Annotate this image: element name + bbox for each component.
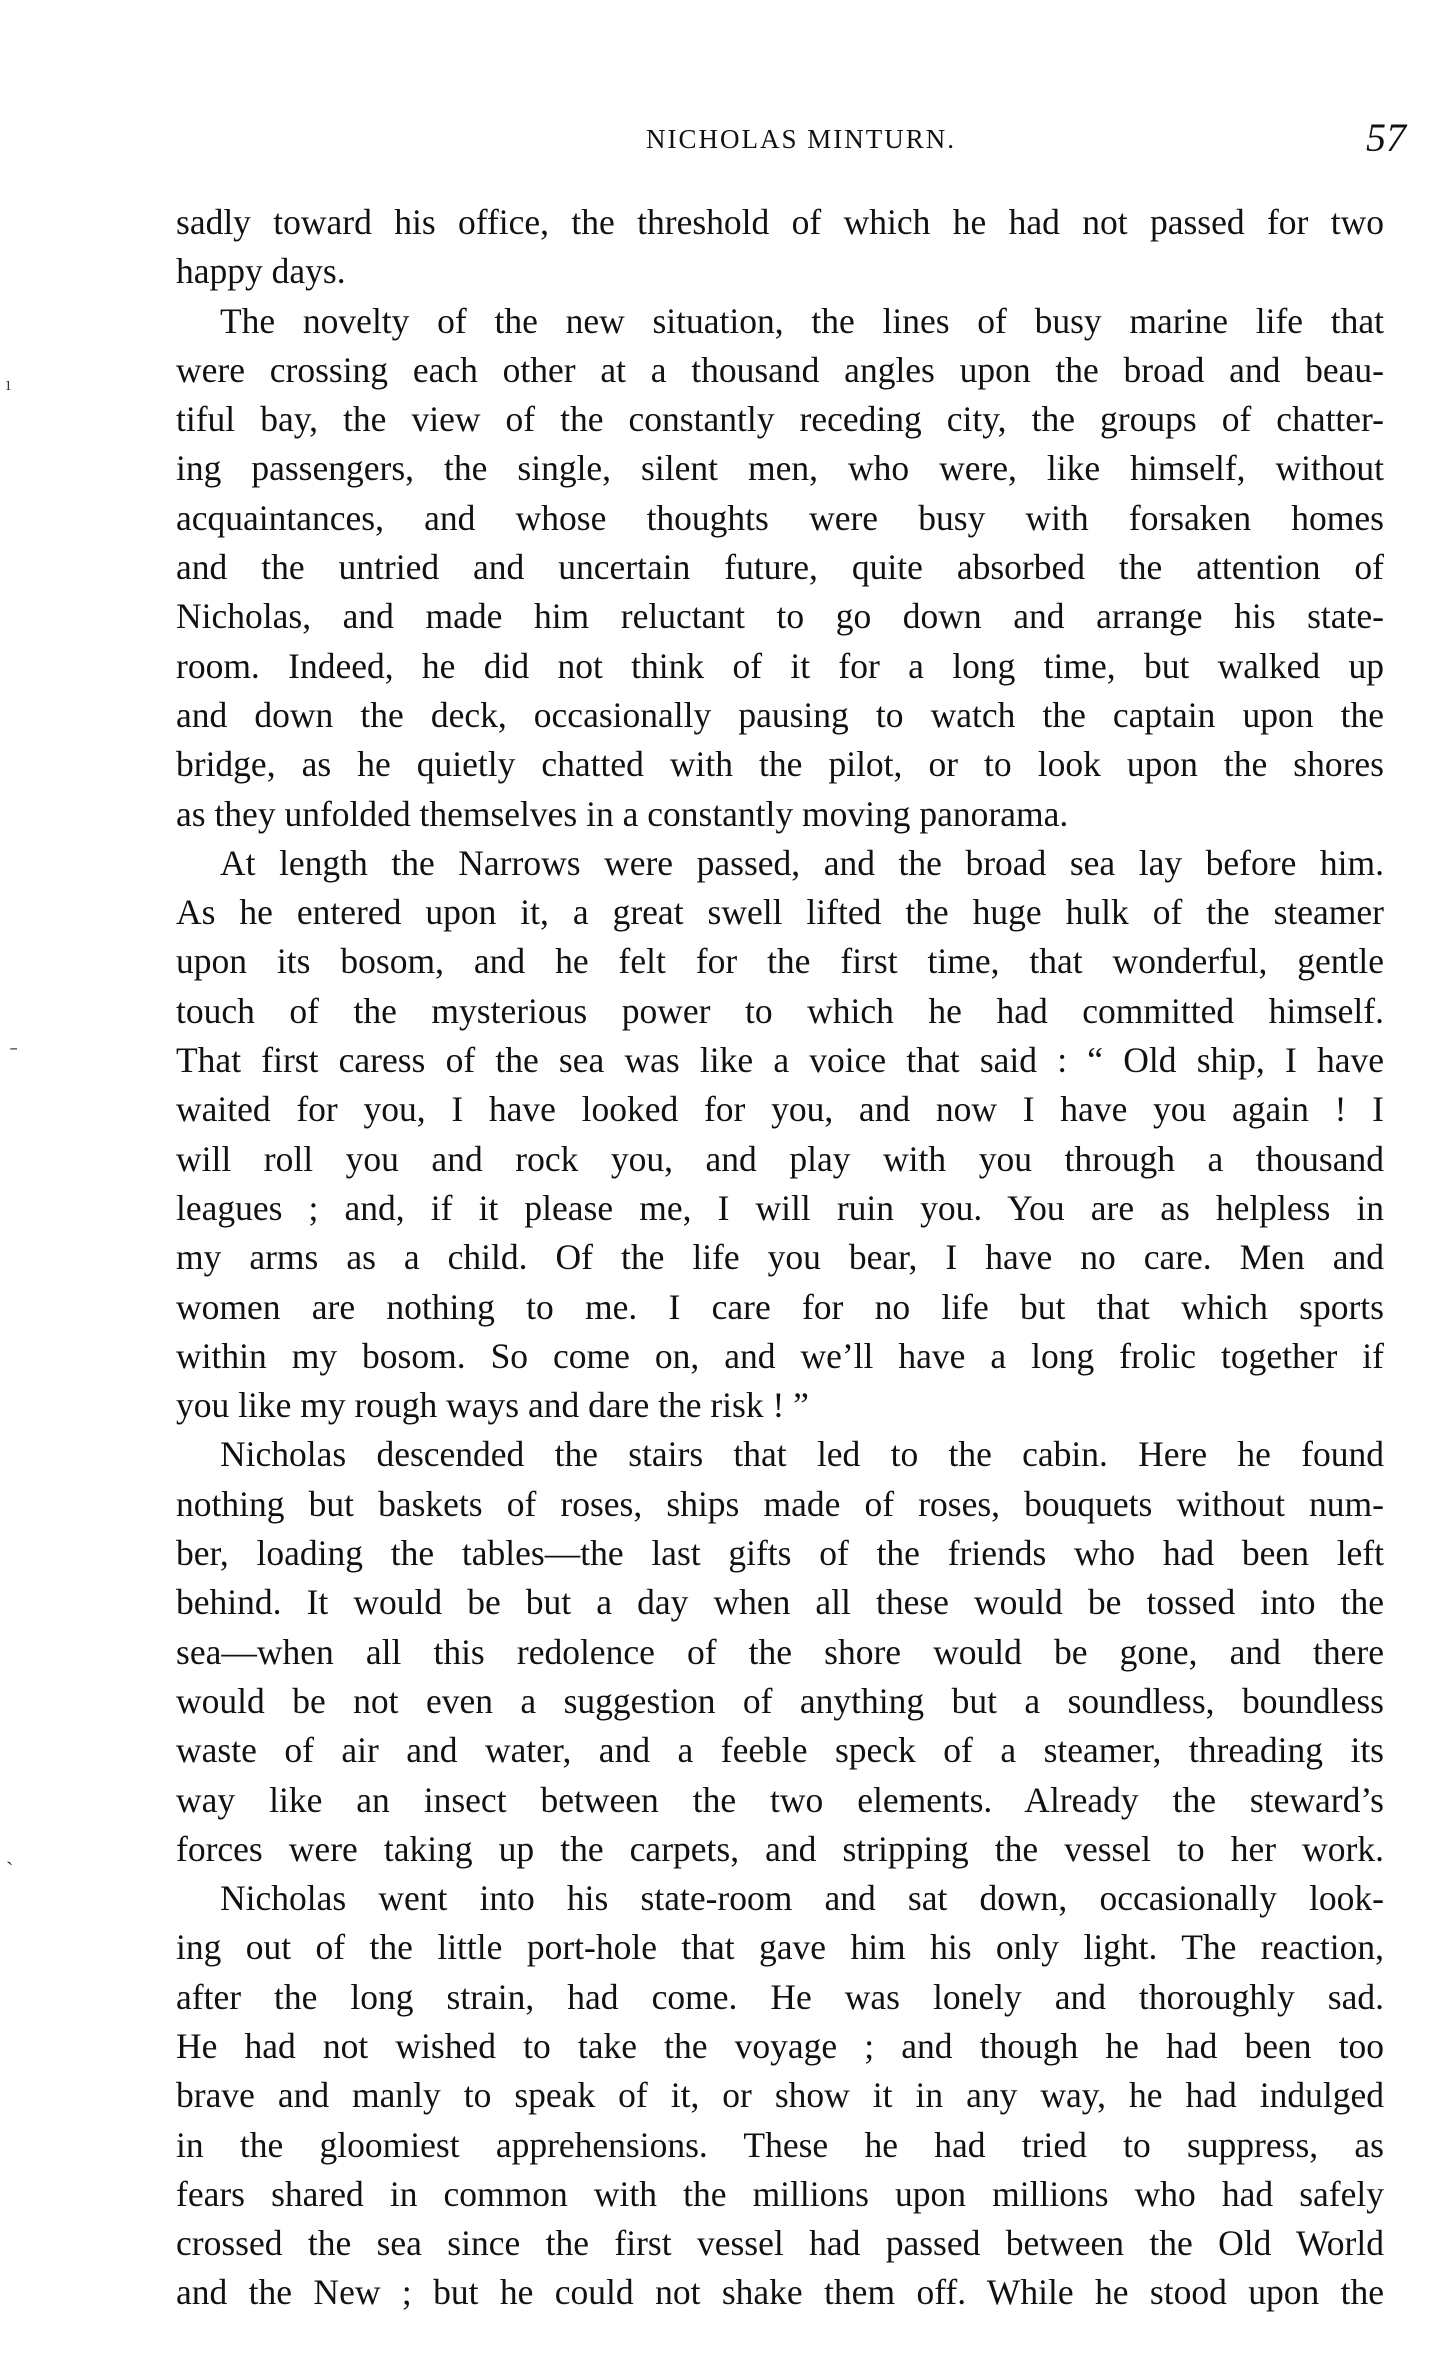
text-line: upon its bosom, and he felt for the first time, that wonderful, gentle	[176, 941, 1384, 982]
text-line: will roll you and rock you, and play with you through a thousand	[176, 1138, 1384, 1179]
text-line: ing out of the little port-hole that gave him his only light. The reaction,	[176, 1927, 1384, 1968]
text-line: room. Indeed, he did not think of it for a long time, but walked up	[176, 645, 1384, 686]
running-title: NICHOLAS MINTURN.	[646, 124, 956, 154]
text-line: brave and manly to speak of it, or show it in any way, he had indulged	[176, 2075, 1384, 2116]
text-line: way like an insect between the two elements. Already the steward’s	[176, 1779, 1384, 1820]
text-line: At length the Narrows were passed, and the broad sea lay before him.	[220, 842, 1384, 883]
text-line: in the gloomiest apprehensions. These he had tried to suppress, as	[176, 2124, 1384, 2165]
paragraph	[176, 1430, 1384, 1874]
text-line: would be not even a suggestion of anything but a soundless, boundless	[176, 1680, 1384, 1721]
paragraph	[176, 198, 1384, 297]
text-line: within my bosom. So come on, and we’ll have a long frolic together if	[176, 1335, 1384, 1376]
text-line: waste of air and water, and a feeble speck of a steamer, threading its	[176, 1730, 1384, 1771]
text-line: Nicholas went into his state-room and sat down, occasionally look-	[220, 1878, 1384, 1919]
margin-speck: ₗ	[6, 370, 12, 395]
text-line: and down the deck, occasionally pausing to watch the captain upon the	[176, 694, 1384, 735]
text-line: nothing but baskets of roses, ships made of roses, bouquets without num-	[176, 1483, 1384, 1524]
text-line: forces were taking up the carpets, and stripping the vessel to her work.	[176, 1828, 1384, 1869]
text-line: tiful bay, the view of the constantly receding city, the groups of chatter-	[176, 399, 1384, 440]
paragraph	[176, 839, 1384, 1431]
margin-speck: ˎ	[6, 1840, 14, 1865]
paragraph	[176, 297, 1384, 839]
text-line: That first caress of the sea was like a voice that said : “ Old ship, I have	[176, 1040, 1384, 1081]
text-line: touch of the mysterious power to which he had committed himself.	[176, 990, 1384, 1031]
text-line: bridge, as he quietly chatted with the pilot, or to look upon the shores	[176, 744, 1384, 785]
paragraph	[176, 1874, 1384, 2318]
page-number: 57	[1366, 115, 1406, 160]
text-line: you like my rough ways and dare the risk ! ”	[176, 1385, 809, 1426]
running-head	[176, 115, 1406, 166]
text-line: and the untried and uncertain future, quite absorbed the attention of	[176, 547, 1384, 588]
text-line: happy days.	[176, 251, 346, 292]
text-line: acquaintances, and whose thoughts were busy with forsaken homes	[176, 497, 1384, 538]
text-line: ber, loading the tables—the last gifts of the friends who had been left	[176, 1533, 1384, 1574]
text-line: ing passengers, the single, silent men, who were, like himself, without	[176, 448, 1384, 489]
text-line: He had not wished to take the voyage ; and though he had been too	[176, 2025, 1384, 2066]
text-line: women are nothing to me. I care for no life but that which sports	[176, 1286, 1384, 1327]
text-line: after the long strain, had come. He was lonely and thoroughly sad.	[176, 1976, 1384, 2017]
text-line: and the New ; but he could not shake them off. While he stood upon the	[176, 2272, 1384, 2313]
body-text	[176, 198, 1384, 2318]
text-line: As he entered upon it, a great swell lifted the huge hulk of the steamer	[176, 892, 1384, 933]
text-line: waited for you, I have looked for you, and now I have you again ! I	[176, 1089, 1384, 1130]
text-line: leagues ; and, if it please me, I will ruin you. You are as helpless in	[176, 1187, 1384, 1228]
text-line: as they unfolded themselves in a constantly moving panorama.	[176, 793, 1069, 834]
text-line: my arms as a child. Of the life you bear, I have no care. Men and	[176, 1237, 1384, 1278]
text-line: sadly toward his office, the threshold of which he had not passed for two	[176, 202, 1384, 242]
text-line: crossed the sea since the first vessel had passed between the Old World	[176, 2223, 1384, 2264]
text-line: sea—when all this redolence of the shore would be gone, and there	[176, 1631, 1384, 1672]
text-line: Nicholas, and made him reluctant to go down and arrange his state-	[176, 596, 1384, 637]
text-line: fears shared in common with the millions upon millions who had safely	[176, 2173, 1384, 2214]
text-line: The novelty of the new situation, the lines of busy marine life that	[220, 300, 1384, 341]
text-line: behind. It would be but a day when all these would be tossed into the	[176, 1582, 1384, 1623]
text-line: were crossing each other at a thousand angles upon the broad and beau-	[176, 349, 1384, 390]
text-line: Nicholas descended the stairs that led to the cabin. Here he found	[220, 1434, 1384, 1475]
margin-speck: ˉ	[10, 1042, 18, 1067]
